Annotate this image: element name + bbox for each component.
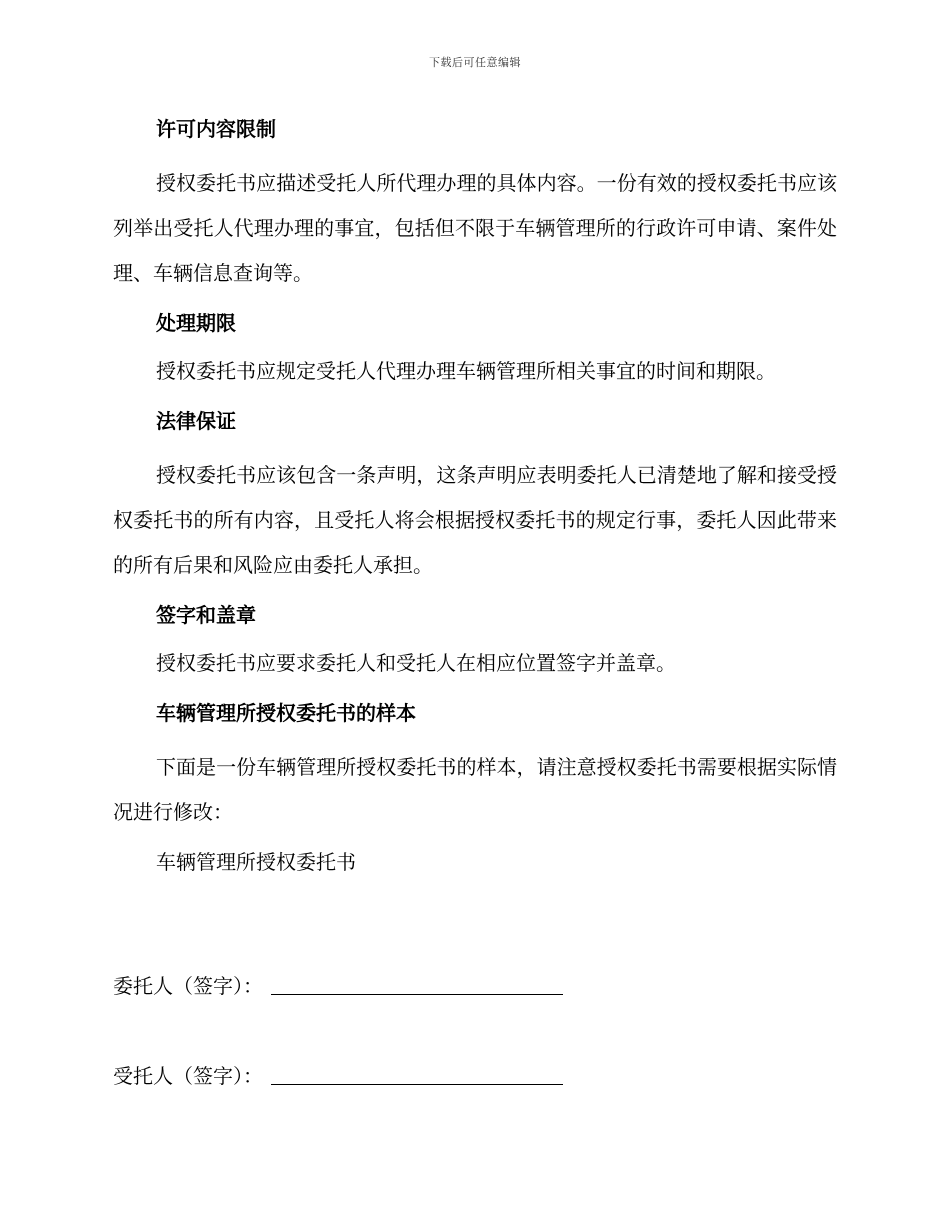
- agent-signature-line[interactable]: [271, 1060, 563, 1085]
- section-paragraph: 授权委托书应描述受托人所代理办理的具体内容。一份有效的授权委托书应该列举出受托人代理办理的事宜，包括但不限于车辆管理所的行政许可申请、案件处理、车辆信息查询等。: [113, 171, 837, 285]
- section-heading: 处理期限: [156, 311, 236, 335]
- document-body: [113, 111, 837, 880]
- section-paragraph: 下面是一份车辆管理所授权委托书的样本，请注意授权委托书需要根据实际情况进行修改：: [113, 755, 837, 824]
- agent-signature-row: [113, 1058, 563, 1094]
- section-paragraph: 授权委托书应规定受托人代理办理车辆管理所相关事宜的时间和期限。: [156, 359, 776, 383]
- principal-signature-row: [113, 968, 563, 1004]
- section-heading: 车辆管理所授权委托书的样本: [156, 701, 416, 725]
- agent-signature-label: 受托人（签字）：: [113, 1064, 263, 1088]
- section-paragraph: 授权委托书应该包含一条声明，这条声明应表明委托人已清楚地了解和接受授权委托书的所有内容，且受托人将会根据授权委托书的规定行事，委托人因此带来的所有后果和风险应由委托人承担。: [113, 463, 837, 577]
- principal-signature-line[interactable]: [271, 970, 563, 995]
- section-paragraph: 授权委托书应要求委托人和受托人在相应位置签字并盖章。: [156, 651, 676, 675]
- principal-signature-label: 委托人（签字）：: [113, 974, 263, 998]
- section-heading: 签字和盖章: [156, 603, 256, 627]
- section-heading: 许可内容限制: [156, 117, 276, 141]
- section-heading: 法律保证: [156, 409, 236, 433]
- sample-title: 车辆管理所授权委托书: [156, 850, 356, 874]
- header-note: 下载后可任意编辑: [429, 56, 521, 69]
